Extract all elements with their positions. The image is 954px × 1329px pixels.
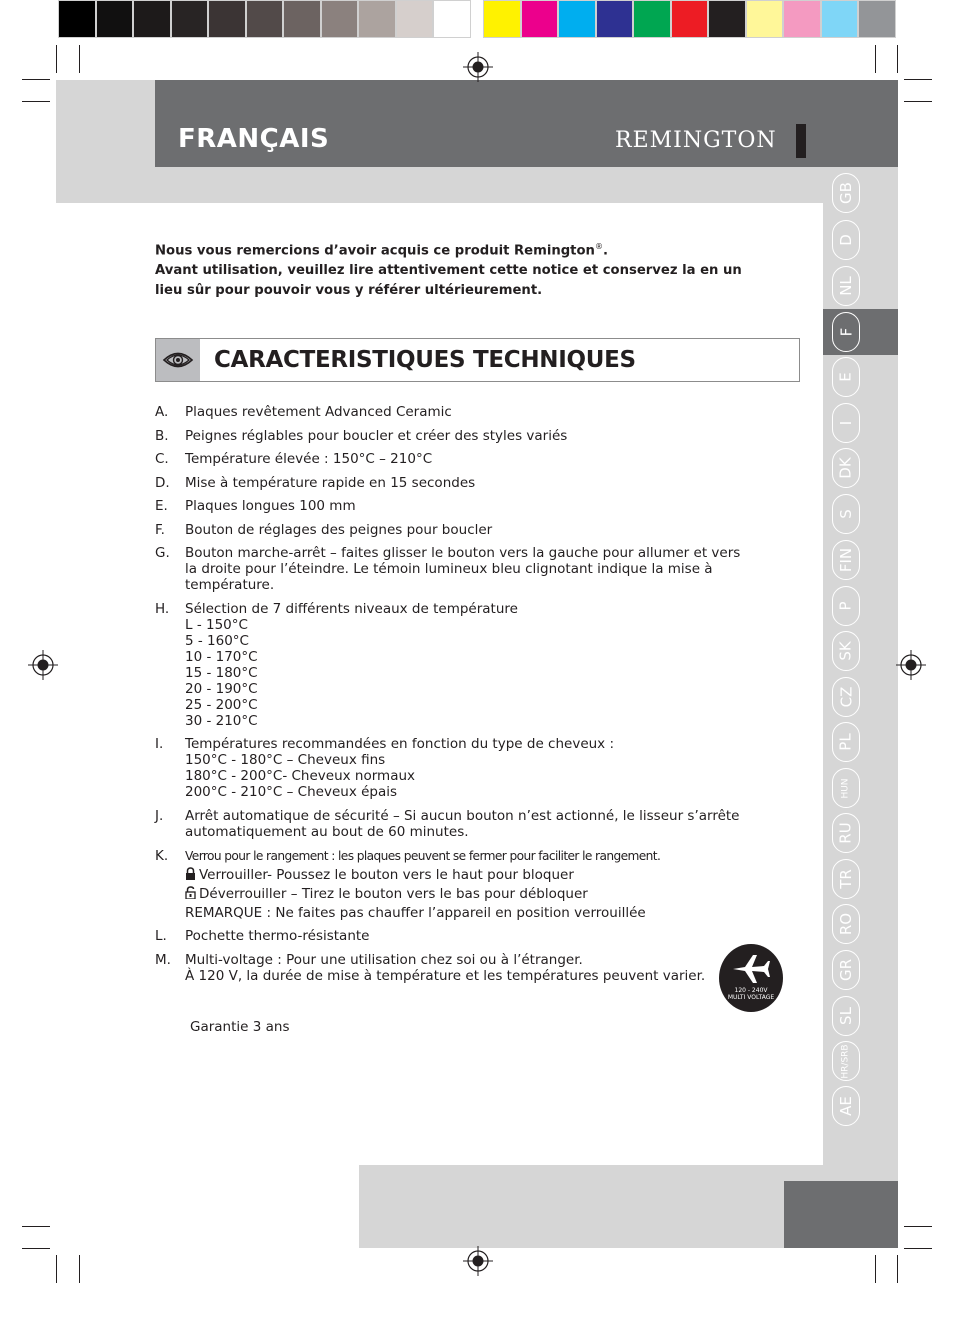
intro-text: Nous vous remercions d’avoir acquis ce produit Remington®. Avant utilisation, veuillez lire attentivement cette notice et conservez la en un lieu sûr pour pouvoir vous y référer ultérieurement.	[155, 237, 795, 301]
lang-tab-i[interactable]: I	[832, 403, 860, 443]
crop-mark	[904, 1248, 932, 1249]
lang-tab-e[interactable]: E	[832, 357, 860, 397]
list-item: K. Verrou pour le rangement : les plaques peuvent se fermer pour faciliter le rangement. Verrouiller- Poussez le bouton vers le haut pour bloquer Déverrouiller – Tirez le bouton vers le bas pour débloquer REMARQUE : Ne faites pas chauffer l’appareil en position verrouillée	[155, 848, 661, 921]
crop-mark	[56, 1255, 57, 1283]
crop-mark	[897, 1255, 898, 1283]
grey-scale-color-bar	[58, 0, 471, 38]
crop-mark	[875, 45, 876, 73]
crop-mark	[79, 1255, 80, 1283]
list-item: L. Pochette thermo-résistante	[155, 928, 370, 944]
crop-mark	[904, 79, 932, 80]
lang-tab-ae[interactable]: AE	[832, 1086, 860, 1126]
crop-mark	[904, 1226, 932, 1227]
list-item: H. Sélection de 7 différents niveaux de température L - 150°C 5 - 160°C 10 - 170°C 15 - 180°C 20 - 190°C 25 - 200°C 30 - 210°C	[155, 600, 518, 729]
lang-tab-nl[interactable]: NL	[832, 266, 860, 306]
crop-mark	[875, 1255, 876, 1283]
lang-tab-dk[interactable]: DK	[832, 448, 860, 488]
list-item: B. Peignes réglables pour boucler et créer des styles variés	[155, 427, 568, 444]
crop-mark	[22, 1248, 50, 1249]
intro-line-3: lieu sûr pour pouvoir vous y référer ultérieurement.	[155, 283, 543, 299]
lang-tab-s[interactable]: S	[832, 494, 860, 534]
list-item: M. Multi-voltage : Pour une utilisation chez soi ou à l’étranger. À 120 V, la durée de mise à température et les températures peuvent varier.	[155, 951, 706, 984]
eye-icon	[156, 339, 200, 381]
badge-voltage: 120 - 240V	[734, 987, 768, 994]
lang-tab-gb[interactable]: GB	[832, 173, 860, 213]
page-title: FRANÇAIS	[178, 124, 330, 154]
lang-tab-f[interactable]: F	[832, 312, 860, 352]
warranty-text: Garantie 3 ans	[190, 1019, 290, 1035]
multi-voltage-badge	[719, 944, 783, 1012]
lang-tab-gr[interactable]: GR	[832, 950, 860, 990]
section-title: CARACTERISTIQUES TECHNIQUES	[214, 347, 636, 373]
lang-tab-ru[interactable]: RU	[832, 813, 860, 853]
lang-tab-hr-srb[interactable]: HR/SRB	[832, 1041, 860, 1081]
lang-tab-pl[interactable]: PL	[832, 722, 860, 762]
lang-tab-cz[interactable]: CZ	[832, 677, 860, 717]
lock-icon	[185, 867, 196, 880]
unlock-icon	[185, 886, 196, 899]
crop-mark	[22, 1226, 50, 1227]
airplane-icon	[731, 952, 771, 986]
crop-mark	[22, 79, 50, 80]
lang-tab-fin[interactable]: FIN	[832, 540, 860, 580]
section-heading	[155, 338, 800, 382]
list-item: C. Température élevée : 150°C – 210°C	[155, 451, 433, 467]
lang-tab-hun[interactable]: HUN	[832, 768, 860, 808]
registration-mark	[896, 650, 926, 680]
process-color-bar	[483, 0, 896, 38]
lang-tab-sl[interactable]: SL	[832, 996, 860, 1036]
crop-mark	[897, 45, 898, 73]
crop-mark	[22, 101, 50, 102]
crop-mark	[56, 45, 57, 73]
registration-mark	[28, 650, 58, 680]
intro-line-1: Nous vous remercions d’avoir acquis ce produit Remington	[155, 243, 595, 259]
registration-mark	[463, 52, 493, 82]
lang-tab-p[interactable]: P	[832, 586, 860, 626]
brand-logo-bar	[796, 124, 806, 158]
crop-mark	[904, 101, 932, 102]
list-item: J. Arrêt automatique de sécurité – Si aucun bouton n’est actionné, le lisseur s’arrête automatiquement au bout de 60 minutes.	[155, 807, 740, 840]
lang-tab-sk[interactable]: SK	[832, 631, 860, 671]
list-item: A. Plaques revêtement Advanced Ceramic	[155, 404, 452, 420]
list-item: D. Mise à température rapide en 15 secondes	[155, 474, 476, 491]
list-item: G. Bouton marche-arrêt – faites glisser le bouton vers la gauche pour allumer et vers la droite pour l’éteindre. Le témoin lumineux bleu clignotant indique la mise à température.	[155, 545, 741, 593]
registration-mark	[463, 1246, 493, 1276]
crop-mark	[79, 45, 80, 73]
list-item: I. Températures recommandées en fonction du type de cheveux : 150°C - 180°C – Cheveux fins 180°C - 200°C- Cheveux normaux 200°C - 210°C – Cheveux épais	[155, 736, 615, 800]
badge-label: MULTI VOLTAGE	[727, 994, 775, 1001]
spec-list	[155, 404, 775, 991]
list-item: F. Bouton de réglages des peignes pour boucler	[155, 521, 493, 538]
lang-tab-tr[interactable]: TR	[832, 859, 860, 899]
lang-tab-ro[interactable]: RO	[832, 904, 860, 944]
brand-logo: REMINGTON	[615, 128, 777, 153]
page-number-box	[784, 1181, 898, 1248]
list-item: E. Plaques longues 100 mm	[155, 498, 356, 514]
lang-tab-d[interactable]: D	[832, 220, 860, 260]
intro-line-2: Avant utilisation, veuillez lire attentivement cette notice et conservez la en un	[155, 263, 742, 279]
